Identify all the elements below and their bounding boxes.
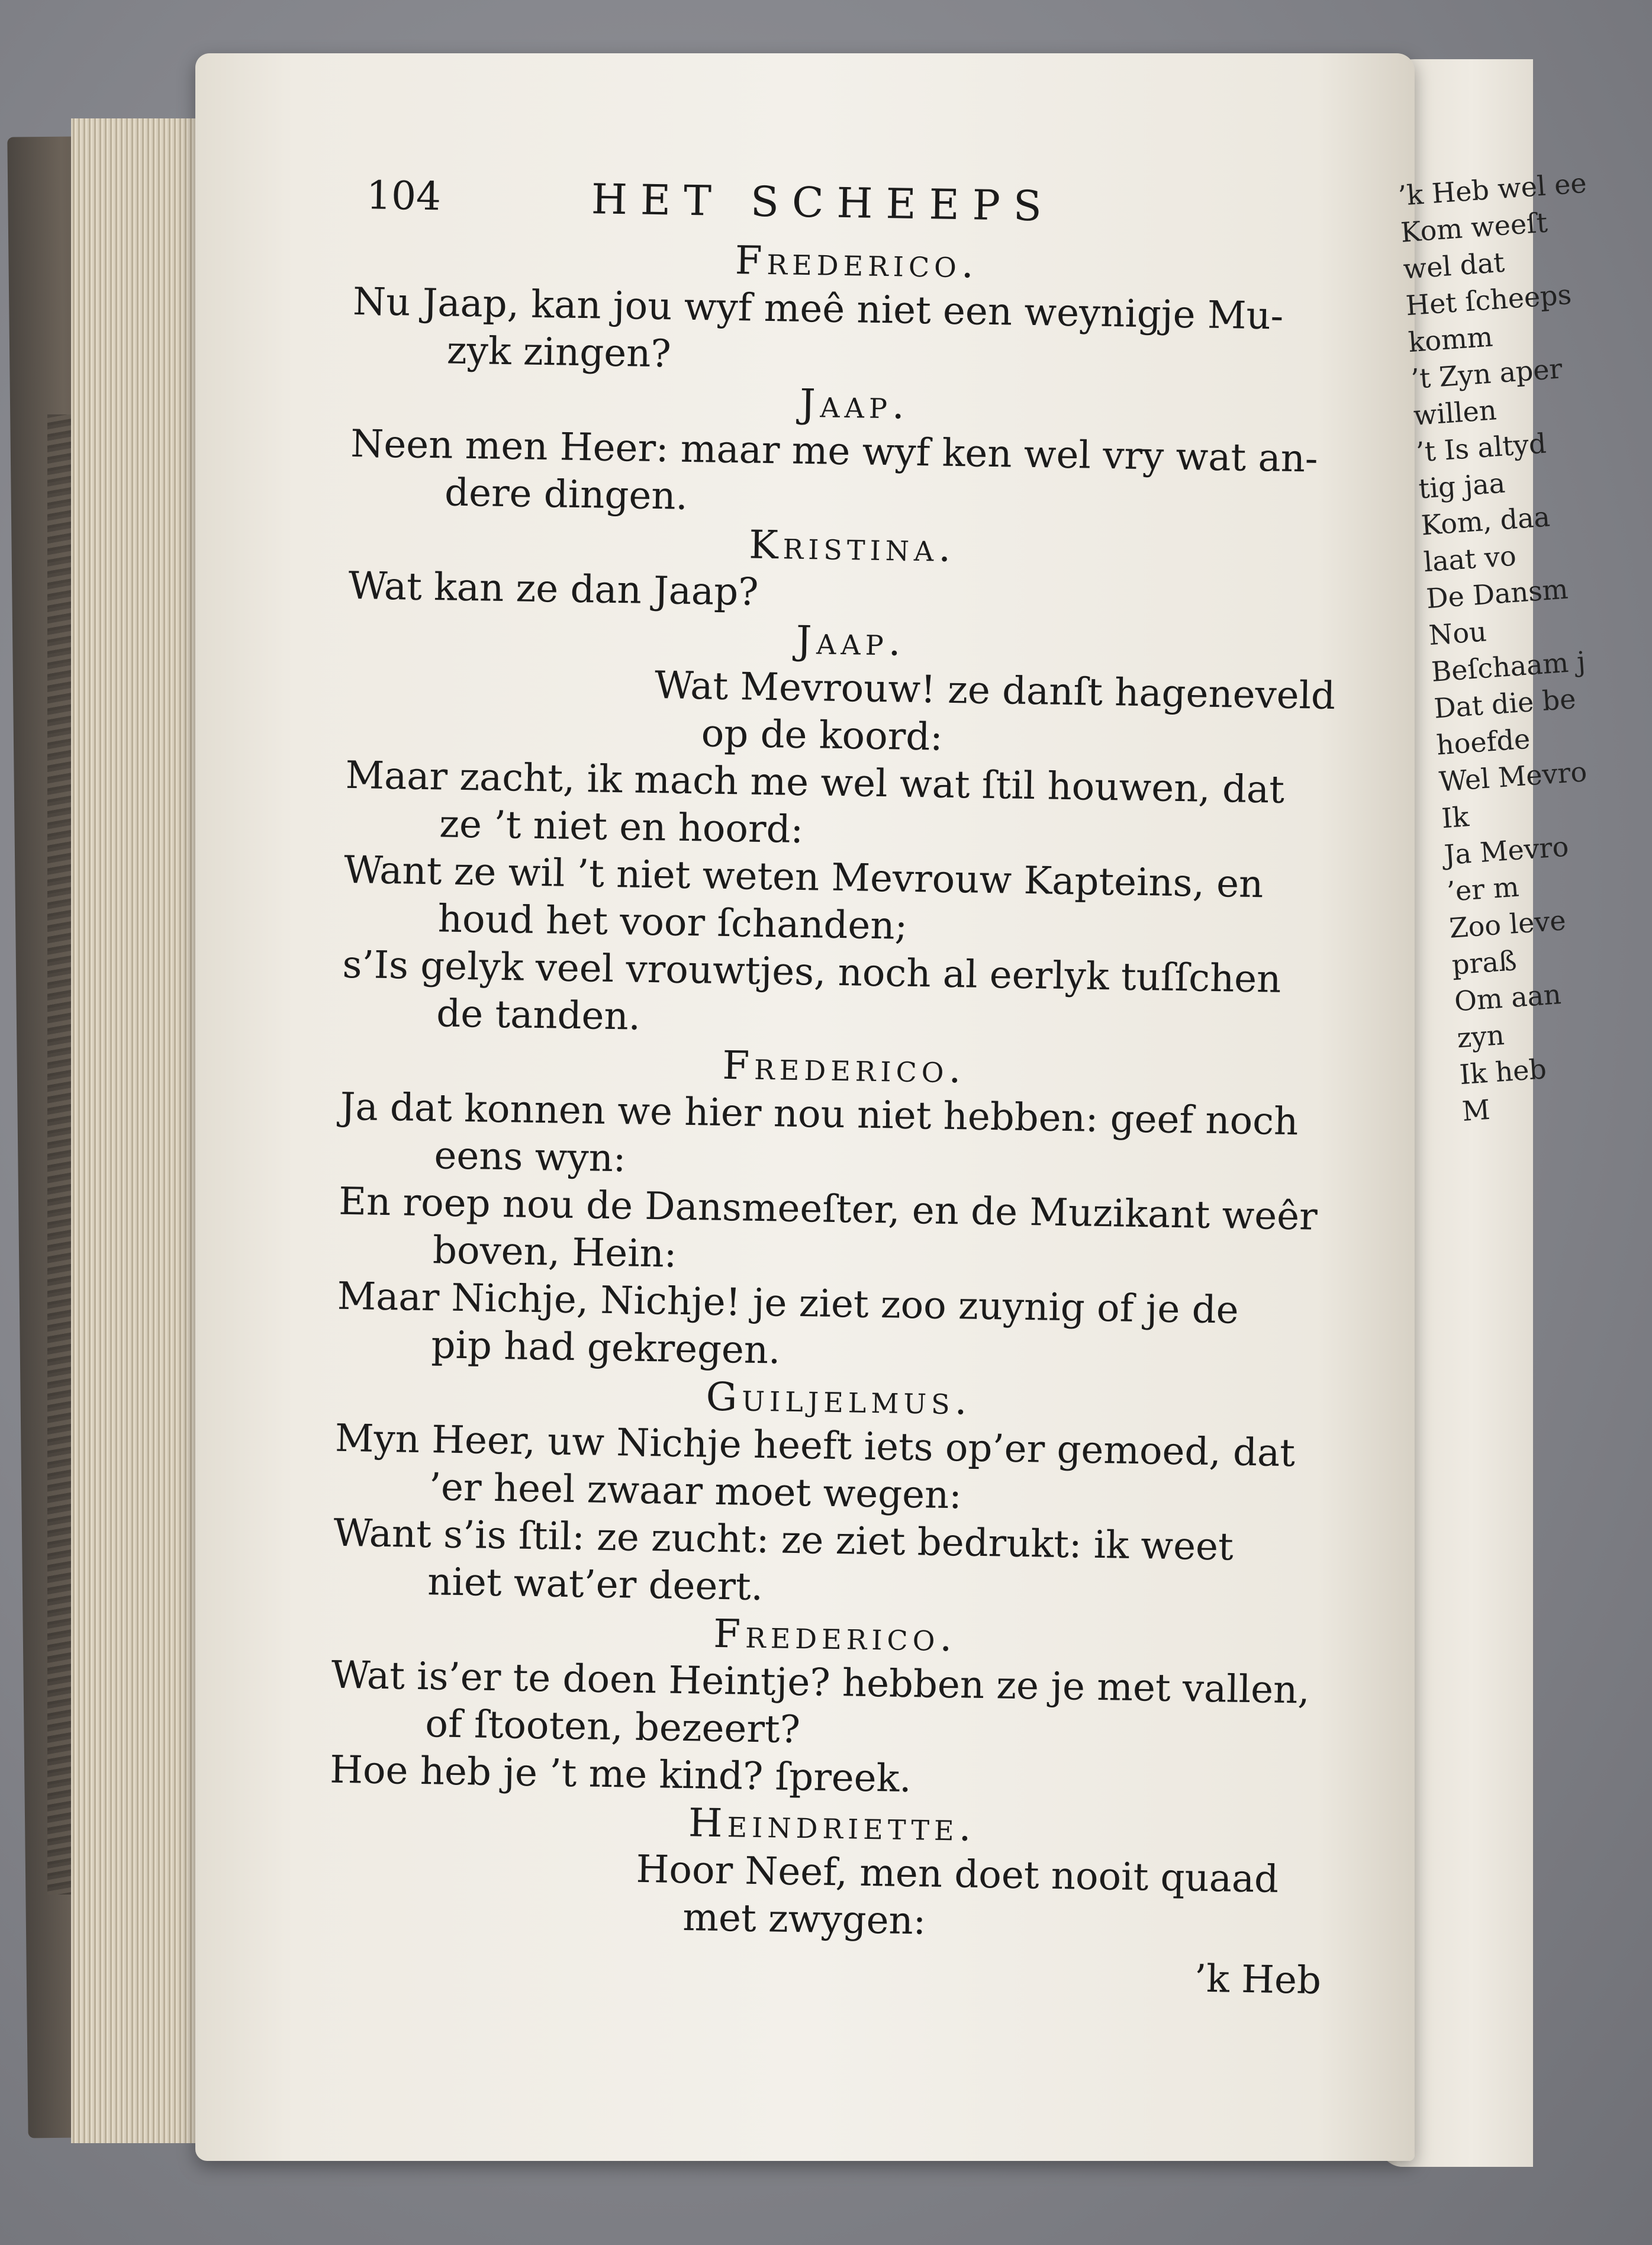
speaker-name: Jaap. xyxy=(799,380,910,428)
facing-page-fragment: Beſchaam j xyxy=(1430,645,1587,688)
catchword: ’k Heb xyxy=(1194,1957,1322,2003)
text-line: Maar zacht, ik mach me wel wat ſtil houwen, dat xyxy=(345,753,1285,812)
facing-page-fragment: Het ſcheeps xyxy=(1405,278,1573,322)
text-line: ze ’t niet en hoord: xyxy=(439,802,804,853)
text-line: Maar Nichje, Nichje! je ziet zoo zuynig of je de xyxy=(337,1274,1239,1333)
facing-page-fragment: laat vo xyxy=(1422,539,1518,578)
facing-page-fragment: Om aan xyxy=(1453,978,1563,1018)
facing-page-fragment: ’t Zyn aper xyxy=(1409,352,1564,395)
facing-page-fragment: ’k Heb wel ee xyxy=(1397,166,1588,212)
text-line: pip had gekregen. xyxy=(430,1323,781,1373)
text-line: zyk zingen? xyxy=(446,329,672,377)
facing-page-fragment: Kom, daa xyxy=(1420,500,1551,542)
speaker-name: Frederico. xyxy=(713,1610,958,1661)
text-line: Want s’is ſtil: ze zucht: ze ziet bedrukt: ik weet xyxy=(333,1511,1234,1569)
text-line: Ja dat konnen we hier nou niet hebben: geef noch xyxy=(340,1085,1299,1144)
text-line: Hoor Neef, men doet nooit quaad xyxy=(636,1847,1279,1902)
facing-page-fragment: De Dansm xyxy=(1425,572,1569,615)
page-number: 104 xyxy=(366,172,442,220)
text-line: s’Is gelyk veel vrouwtjes, noch al eerlyk tuſſchen xyxy=(342,943,1281,1002)
text-line: Nu Jaap, kan jou wyf meê niet een weynigje Mu- xyxy=(352,279,1284,339)
facing-page-fragment: hoefde xyxy=(1435,722,1531,761)
text-line: op de koord: xyxy=(701,712,943,760)
facing-page-fragment: Ja Mevro xyxy=(1443,830,1570,871)
text-line: met zwygen: xyxy=(682,1896,926,1944)
facing-page-fragment: willen xyxy=(1412,394,1498,432)
facing-page-fragment: zyn xyxy=(1455,1018,1506,1054)
text-line: of ſtooten, bezeert? xyxy=(424,1702,801,1752)
facing-page-fragment: tig jaa xyxy=(1417,467,1506,505)
text-line: de tanden. xyxy=(436,992,641,1039)
speaker-name: Jaap. xyxy=(796,617,906,665)
text-line: ’er heel zwaar moet wegen: xyxy=(429,1465,962,1518)
facing-page-fragment: Zoo leve xyxy=(1448,904,1567,944)
text-line: niet wat’er deert. xyxy=(427,1560,764,1610)
facing-page-fragment: Ik xyxy=(1440,800,1470,835)
text-line: Wat kan ze dan Jaap? xyxy=(348,564,759,615)
text-line: Want ze wil ’t niet weten Mevrouw Kapteins, en xyxy=(343,848,1264,907)
facing-page-fragment: wel dat xyxy=(1402,246,1506,285)
text-line: boven, Hein: xyxy=(432,1228,677,1276)
facing-page-fragment: ’er m xyxy=(1445,870,1520,908)
text-line: eens wyn: xyxy=(434,1134,627,1181)
facing-page-fragment: praß xyxy=(1451,944,1518,981)
text-line: houd het voor ſchanden; xyxy=(437,897,908,948)
facing-page-fragment: M xyxy=(1461,1093,1492,1128)
text-line: Wat Mevrouw! ze danſt hageneveld xyxy=(654,664,1336,719)
facing-page-fragment: Kom weeſt xyxy=(1399,206,1549,249)
facing-page-fragment: Dat die be xyxy=(1432,683,1577,725)
text-body xyxy=(327,231,1360,1951)
speaker-name: Kristina. xyxy=(748,522,956,571)
text-line: Wat is’er te doen Heintje? hebben ze je met vallen, xyxy=(331,1653,1310,1713)
text-line: En roep nou de Dansmeeſter, en de Muzikant weêr xyxy=(338,1179,1318,1239)
facing-page-fragment: komm xyxy=(1407,320,1494,359)
text-line: dere dingen. xyxy=(444,471,688,519)
speaker-name: Guiljelmus. xyxy=(706,1374,972,1424)
facing-page-fragment: Wel Mevro xyxy=(1438,755,1588,798)
page-text xyxy=(326,160,1361,2005)
text-line: Myn Heer, uw Nichje heeft iets op’er gemoed, dat xyxy=(334,1416,1296,1476)
facing-page-fragment: Nou xyxy=(1428,615,1488,652)
facing-page-fragment: ’t Is altyd xyxy=(1415,427,1547,468)
facing-page-fragment: Ik heb xyxy=(1458,1053,1548,1091)
speaker-name: Frederico. xyxy=(735,237,979,287)
text-line: Neen men Heer: maar me wyf ken wel vry wat an- xyxy=(350,422,1319,481)
speaker-name: Frederico. xyxy=(722,1042,967,1092)
speaker-name: Heindriette. xyxy=(688,1800,977,1850)
running-head-title: HET SCHEEPS xyxy=(591,175,1055,231)
text-line: Hoe heb je ’t me kind? ſpreek. xyxy=(329,1748,912,1802)
